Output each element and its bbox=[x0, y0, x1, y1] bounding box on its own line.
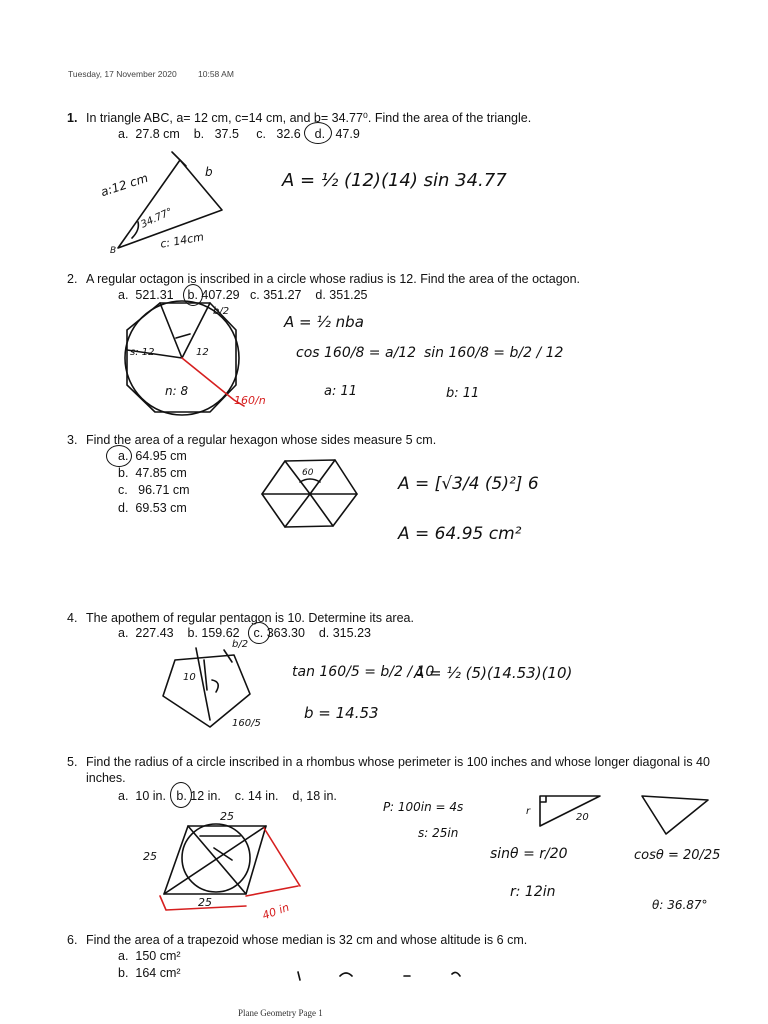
q4-number: 4. bbox=[67, 611, 78, 625]
q4-label-b2: b/2 bbox=[232, 639, 249, 650]
q2-number: 2. bbox=[67, 272, 78, 286]
q1-formula: A = ½ (12)(14) sin 34.77 bbox=[282, 170, 507, 191]
note-date: Tuesday, 17 November 2020 bbox=[68, 69, 177, 79]
q5-label-diagonal: 40 in bbox=[260, 900, 291, 923]
q2-label-frac: 160/n bbox=[234, 394, 266, 407]
q3-option-c: c. 96.71 cm bbox=[118, 483, 190, 497]
q2-area: A = ½ nba bbox=[284, 313, 364, 331]
q2-b-value: b: 11 bbox=[446, 386, 480, 401]
page-footer: Plane Geometry Page 1 bbox=[238, 1008, 323, 1018]
q5-label-side-top: 25 bbox=[220, 810, 234, 823]
q6-option-a: a. 150 cm² bbox=[118, 949, 181, 963]
q1-label-angle: 34.77° bbox=[139, 206, 175, 231]
q3-result: A = 64.95 cm² bbox=[398, 524, 522, 544]
q5-text: Find the radius of a circle inscribed in a rhombus whose perimeter is 100 inches and whose longer diagonal is 40 inches. bbox=[86, 755, 710, 785]
q2-sin: sin 160/8 = b/2 / 12 bbox=[424, 345, 564, 361]
q1-options: a. 27.8 cm b. 37.5 c. 32.6 d. 47.9 bbox=[118, 127, 360, 141]
q5-label-side-bottom: 25 bbox=[198, 896, 212, 909]
q2-a-value: a: 11 bbox=[324, 384, 358, 399]
q3-option-a: a. 64.95 cm bbox=[118, 449, 187, 463]
q2-options: a. 521.31 b. 407.29 c. 351.27 d. 351.25 bbox=[118, 288, 368, 302]
q5-side: s: 25in bbox=[418, 826, 459, 840]
q4-text: The apothem of regular pentagon is 10. Determine its area. bbox=[86, 611, 414, 625]
q1-label-c: c: 14cm bbox=[159, 230, 205, 251]
q4-area: A = ½ (5)(14.53)(10) bbox=[414, 664, 573, 682]
q5-label-side-left: 25 bbox=[143, 850, 157, 863]
q1-text: In triangle ABC, a= 12 cm, c=14 cm, and b= 34.77⁰. Find the area of the triangle. bbox=[86, 111, 532, 125]
q5-number: 5. bbox=[67, 755, 78, 769]
q3-number: 3. bbox=[67, 433, 78, 447]
q5-perimeter: P: 100in = 4s bbox=[383, 800, 464, 814]
q1-label-B: B bbox=[110, 246, 117, 256]
q2-label-n: n: 8 bbox=[165, 384, 189, 398]
q4-label-ten: 10 bbox=[183, 672, 196, 683]
q1-label-b: b bbox=[205, 165, 213, 179]
q5-cos: cosθ = 20/25 bbox=[634, 848, 721, 863]
q4-label-frac: 160/5 bbox=[232, 718, 261, 729]
q3-text: Find the area of a regular hexagon whose sides measure 5 cm. bbox=[86, 433, 437, 447]
q5-theta: θ: 36.87° bbox=[652, 898, 708, 912]
q2-label-b2: b/2 bbox=[213, 306, 230, 317]
q4-options: a. 227.43 b. 159.62 c. 363.30 d. 315.23 bbox=[118, 626, 371, 640]
q4-tan: tan 160/5 = b/2 / 10 bbox=[292, 664, 435, 680]
note-time: 10:58 AM bbox=[198, 69, 234, 79]
q3-formula: A = [√3/4 (5)²] 6 bbox=[398, 474, 539, 494]
q2-cos: cos 160/8 = a/12 bbox=[296, 345, 417, 361]
q2-text: A regular octagon is inscribed in a circle whose radius is 12. Find the area of the octagon. bbox=[86, 272, 581, 286]
q2-label-s: s: 12 bbox=[130, 347, 155, 358]
q3-option-b: b. 47.85 cm bbox=[118, 466, 187, 480]
q5-tri-twenty: 20 bbox=[576, 812, 589, 823]
q1-number: 1. bbox=[67, 111, 78, 125]
q2-label-r: 12 bbox=[196, 347, 209, 358]
q4-b-value: b = 14.53 bbox=[304, 704, 379, 722]
q1-label-a: a:12 cm bbox=[99, 170, 150, 200]
q3-option-d: d. 69.53 cm bbox=[118, 501, 187, 515]
q5-r-result: r: 12in bbox=[510, 884, 556, 900]
q5-options: a. 10 in. b. 12 in. c. 14 in. d, 18 in. bbox=[118, 789, 337, 803]
q6-option-b: b. 164 cm² bbox=[118, 966, 181, 980]
q5-tri-r: r bbox=[526, 806, 531, 817]
q6-text: Find the area of a trapezoid whose median is 32 cm and whose altitude is 6 cm. bbox=[86, 933, 528, 947]
q5-sin: sinθ = r/20 bbox=[490, 846, 568, 862]
q6-number: 6. bbox=[67, 933, 78, 947]
q3-label-angle: 60 bbox=[302, 468, 314, 478]
